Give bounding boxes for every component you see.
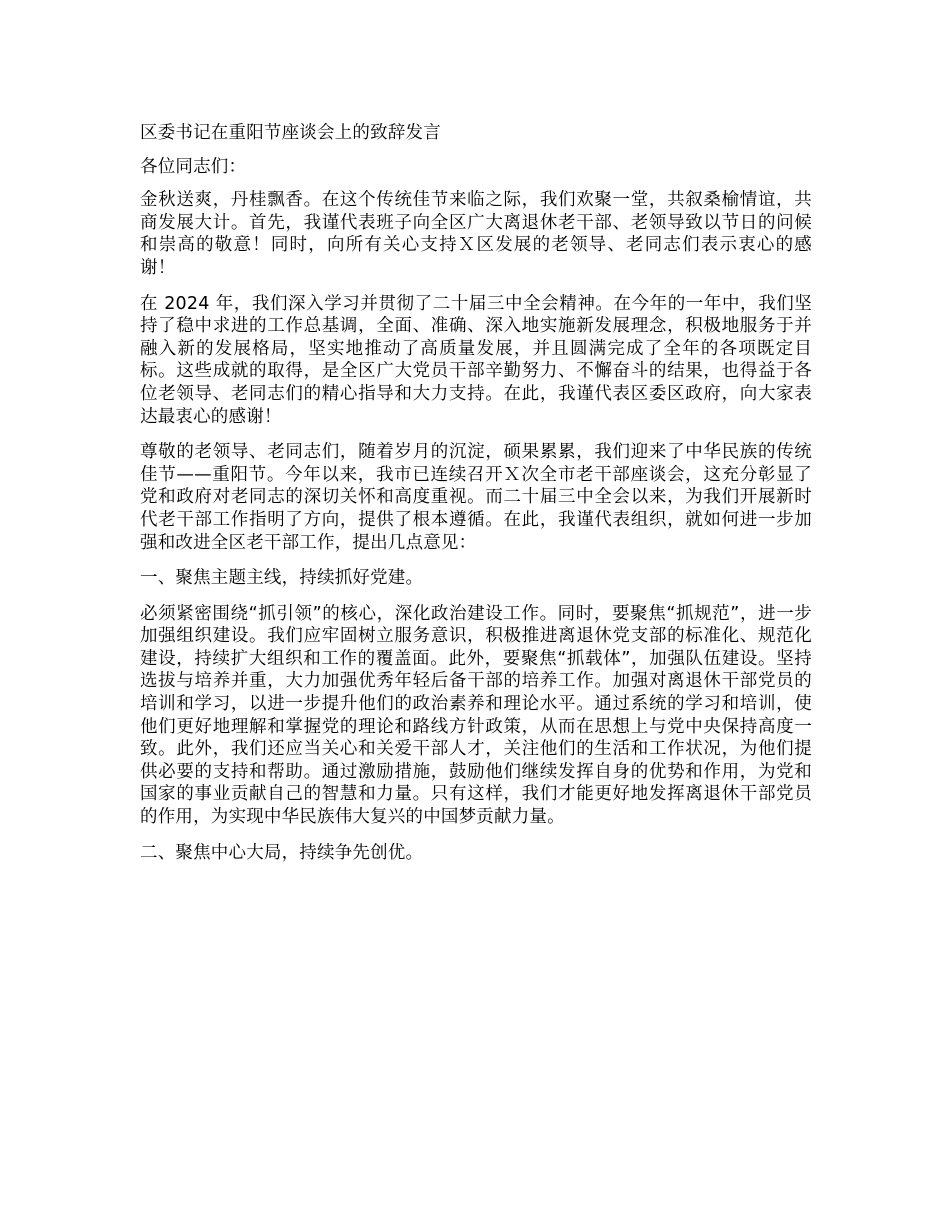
salutation: 各位同志们： bbox=[140, 156, 247, 177]
paragraph-party-building: 必须紧密围绕“抓引领”的核心，深化政治建设工作。同时，要聚焦“抓规范”，进一步加强组织建设。我们应牢固树立服务意识，积极推进离退休党支部的标准化、规范化建设，持续扩大组织和工作的覆盖面。此外，要聚焦“抓载体”，加强队伍建设。坚持选拔与培养并重，大力加强优秀年轻后备干部的培养工作。加强对离退休干部党员的培训和学习，以进一步提升他们的政治素养和理论水平。通过系统的学习和培训，使他们更好地理解和掌握党的理论和路线方针政策，从而在思想上与党中央保持高度一致。此外，我们还应当关心和关爱干部人才，关注他们的生活和工作状况，为他们提供必要的支持和帮助。通过激励措施，鼓励他们继续发挥自身的优势和作用，为党和国家的事业贡献自己的智慧和力量。只有这样，我们才能更好地发挥离退休干部党员的作用，为实现中华民族伟大复兴的中国梦贡献力量。 bbox=[140, 603, 812, 828]
document-body bbox=[140, 122, 812, 877]
paragraph-opening: 金秋送爽，丹桂飘香。在这个传统佳节来临之际，我们欢聚一堂，共叙桑榆情谊，共商发展大计。首先，我谨代表班子向全区广大离退休老干部、老领导致以节日的问候和崇高的敬意！同时，向所有关心支持Ｘ区发展的老领导、老同志们表示衷心的感谢！ bbox=[140, 190, 812, 278]
section-heading-1: 一、聚焦主题主线，持续抓好党建。 bbox=[140, 568, 424, 589]
section-heading-2: 二、聚焦中心大局，持续争先创优。 bbox=[140, 842, 424, 863]
paragraph-achievements: 在 2024 年，我们深入学习并贯彻了二十届三中全会精神。在今年的一年中，我们坚持了稳中求进的工作总基调，全面、准确、深入地实施新发展理念，积极地服务于并融入新的发展格局，坚实地推动了高质量发展，并且圆满完成了全年的各项既定目标。这些成就的取得，是全区广大党员干部辛勤努力、不懈奋斗的结果，也得益于各位老领导、老同志们的精心指导和大力支持。在此，我谨代表区委区政府，向大家表达最衷心的感谢！ bbox=[140, 293, 812, 427]
document-title: 区委书记在重阳节座谈会上的致辞发言 bbox=[140, 123, 441, 143]
paragraph-festival: 尊敬的老领导、老同志们，随着岁月的沉淀，硕果累累，我们迎来了中华民族的传统佳节——重阳节。今年以来，我市已连续召开Ｘ次全市老干部座谈会，这充分彰显了党和政府对老同志的深切关怀和高度重视。而二十届三中全会以来，为我们开展新时代老干部工作指明了方向，提供了根本遵循。在此，我谨代表组织，就如何进一步加强和改进全区老干部工作，提出几点意见： bbox=[140, 442, 812, 553]
